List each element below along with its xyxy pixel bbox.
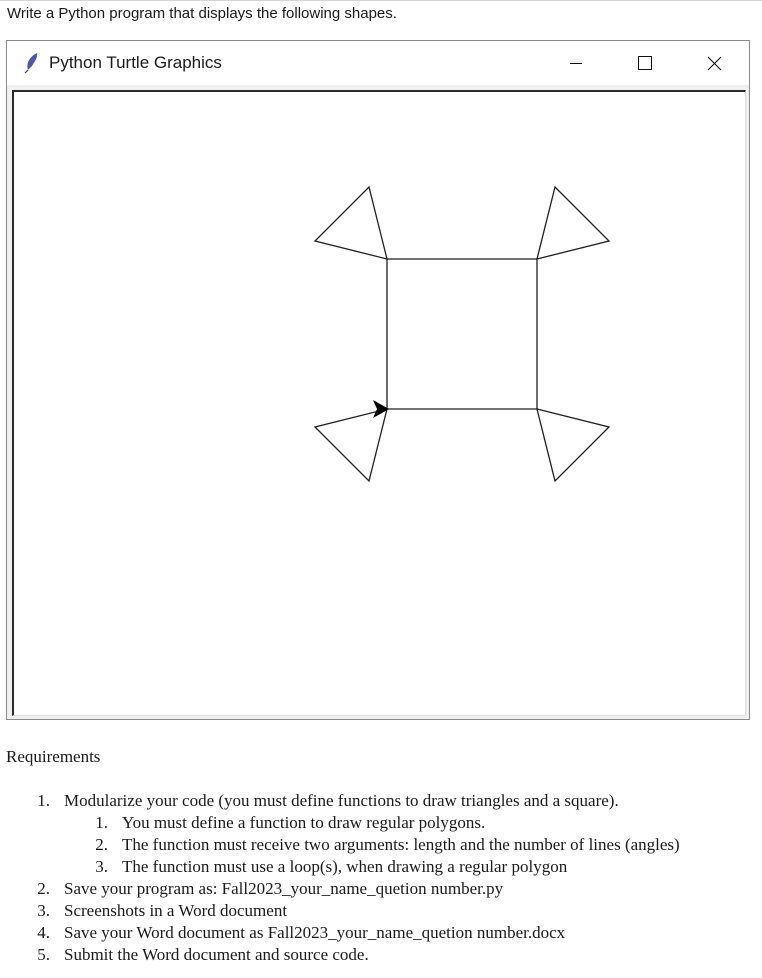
- window-titlebar[interactable]: [7, 41, 749, 85]
- list-item: 3. The function must use a loop(s), when drawing a regular polygon: [95, 857, 568, 876]
- maximize-button[interactable]: [621, 41, 667, 85]
- close-icon: [691, 41, 737, 85]
- requirements-list: [0, 790, 762, 966]
- maximize-icon: [621, 41, 667, 85]
- triangle-top-left: [315, 187, 387, 259]
- list-item: 1. You must define a function to draw regular polygons.: [95, 813, 486, 832]
- list-item: 2. The function must receive two arguments: length and the number of lines (angles): [95, 835, 680, 854]
- triangle-top-right: [537, 187, 609, 259]
- list-item: 3. Screenshots in a Word document: [37, 901, 288, 920]
- list-item: 2. Save your program as: Fall2023_your_name_quetion number.py: [37, 879, 504, 898]
- window-title: Python Turtle Graphics: [49, 53, 222, 72]
- requirements-heading: Requirements: [6, 747, 101, 766]
- triangle-bottom-left: [315, 409, 387, 481]
- top-divider: [0, 0, 762, 1]
- close-button[interactable]: [691, 41, 737, 85]
- list-item: 4. Save your Word document as Fall2023_your_name_quetion number.docx: [37, 923, 566, 942]
- feather-icon: [23, 52, 41, 78]
- turtle-window[interactable]: [6, 40, 750, 720]
- list-item: 1. Modularize your code (you must define functions to draw triangles and a square).: [37, 791, 619, 810]
- minimize-button[interactable]: [553, 41, 599, 85]
- triangle-bottom-right: [537, 409, 609, 481]
- minimize-icon: [553, 41, 599, 85]
- turtle-canvas[interactable]: [12, 90, 746, 716]
- list-item: 5. Submit the Word document and source code.: [37, 945, 369, 964]
- square-shape: [387, 259, 537, 409]
- question-text: Write a Python program that displays the following shapes.: [7, 5, 397, 22]
